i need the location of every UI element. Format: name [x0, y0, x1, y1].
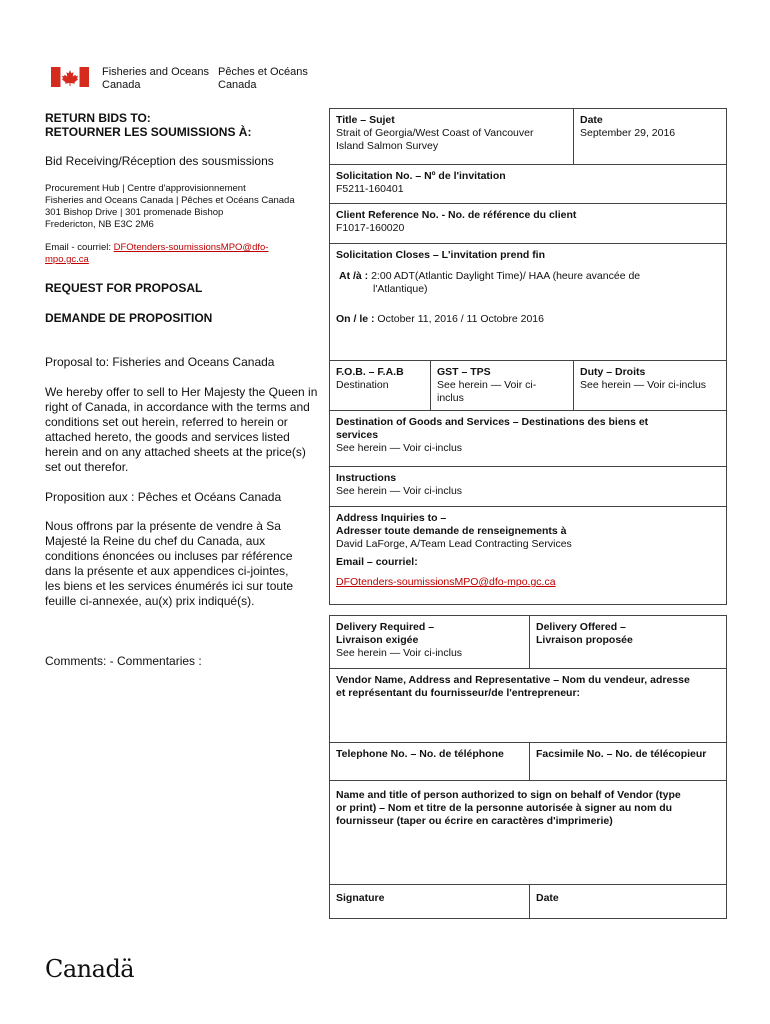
- proposal-to: Proposal to: Fisheries and Oceans Canada: [45, 355, 275, 369]
- vendor-response-box: [329, 615, 727, 919]
- proposition-aux: Proposition aux : Pêches et Océans Canada: [45, 490, 282, 504]
- solicitation-number-field: Solicitation No. – Nº de l'invitation F5211-160401: [336, 170, 506, 195]
- telephone-field[interactable]: Telephone No. – No. de téléphone: [336, 748, 504, 760]
- inquiries-email-link[interactable]: DFOtenders-soumissionsMPO@dfo-mpo.gc.ca: [336, 576, 556, 588]
- instructions-field: Instructions See herein — Voir ci-inclus: [336, 472, 463, 497]
- canada-flag-icon: [51, 67, 89, 87]
- rfp-heading-en: REQUEST FOR PROPOSAL: [45, 281, 203, 295]
- bid-receiving: Bid Receiving/Réception des sousmissions: [45, 154, 274, 168]
- signature-field[interactable]: Signature: [336, 892, 385, 904]
- fob-field: F.O.B. – F.A.B Destination: [336, 366, 404, 391]
- return-email-link[interactable]: DFOtenders-soumissionsMPO@dfo-: [113, 242, 269, 253]
- authorized-signer-field[interactable]: Name and title of person authorized to sign on behalf of Vendor (type or print) – Nom et titre de la personne autorisée à signer au nom du fournisseur (taper ou écrire en caractères d'imprimerie): [336, 789, 681, 827]
- rfp-heading-fr: DEMANDE DE PROPOSITION: [45, 311, 213, 325]
- gst-field: GST – TPS See herein — Voir ci- inclus: [437, 366, 537, 404]
- offer-text-en: We hereby offer to sell to Her Majesty the Queen in right of Canada, in accordance with the terms and conditions set out herein, referred to herein or attached hereto, the goods and services listed herein and on any attached sheets at the price(s) set out therefor.: [45, 385, 318, 474]
- return-bids-heading: RETURN BIDS TO: RETOURNER LES SOUMISSIONS À:: [45, 111, 252, 139]
- inquiries-field: Address Inquiries to – Adresser toute demande de renseignements à David LaForge, A/Team Lead Contracting Services Email – courriel: DFOtenders-soumissionsMPO@dfo-mpo.gc.ca: [329, 506, 727, 589]
- vendor-name-field[interactable]: Vendor Name, Address and Representative – Nom du vendeur, adresse et représentant du fournisseur/de l'entrepreneur:: [336, 674, 690, 699]
- offer-text-fr: Nous offrons par la présente de vendre à Sa Majesté la Reine du chef du Canada, aux conditions énoncées ou incluses par référence dans la présente et aux appendices ci-jointes, les biens et les services énumérés ici sur toute feuille ci-annexée, au(x) prix indiqué(s).: [45, 519, 294, 608]
- return-address: Procurement Hub | Centre d'approvisionnement Fisheries and Oceans Canada | Pêches et Océans Canada 301 Bishop Drive | 301 promenade Bishop Fredericton, NB E3C 2M6: [45, 183, 295, 230]
- duty-field: Duty – Droits See herein — Voir ci-inclus: [580, 366, 707, 391]
- delivery-required-field: Delivery Required – Livraison exigée See herein — Voir ci-inclus: [336, 621, 463, 659]
- delivery-offered-field[interactable]: Delivery Offered – Livraison proposée: [536, 621, 633, 646]
- canada-wordmark: Canadä: [45, 955, 135, 983]
- comments-label: Comments: - Commentaries :: [45, 654, 202, 668]
- client-reference-field: Client Reference No. - No. de référence du client F1017-160020: [336, 209, 577, 234]
- solicitation-closes-field: Solicitation Closes – L'invitation prend fin At /à : 2:00 ADT(Atlantic Daylight Time)/ HAA (heure avancée de l'Atlantique) On / le : October 11, 2016 / 11 Octobre 2016: [336, 249, 641, 325]
- signature-date-field[interactable]: Date: [536, 892, 559, 904]
- facsimile-field[interactable]: Facsimile No. – No. de télécopieur: [536, 748, 707, 760]
- return-email: Email - courriel: DFOtenders-soumissionsMPO@dfo- mpo.gc.ca: [45, 242, 269, 265]
- department-name-en: Fisheries and Oceans Canada: [102, 66, 209, 91]
- return-email-link-cont[interactable]: mpo.gc.ca: [45, 254, 89, 265]
- destination-field: Destination of Goods and Services – Destinations des biens et services See herein — Voir ci-inclus: [336, 416, 649, 454]
- date-field: Date September 29, 2016: [580, 114, 676, 139]
- department-name-fr: Pêches et Océans Canada: [218, 66, 308, 91]
- title-field: Title – Sujet Strait of Georgia/West Coast of Vancouver Island Salmon Survey: [336, 114, 534, 152]
